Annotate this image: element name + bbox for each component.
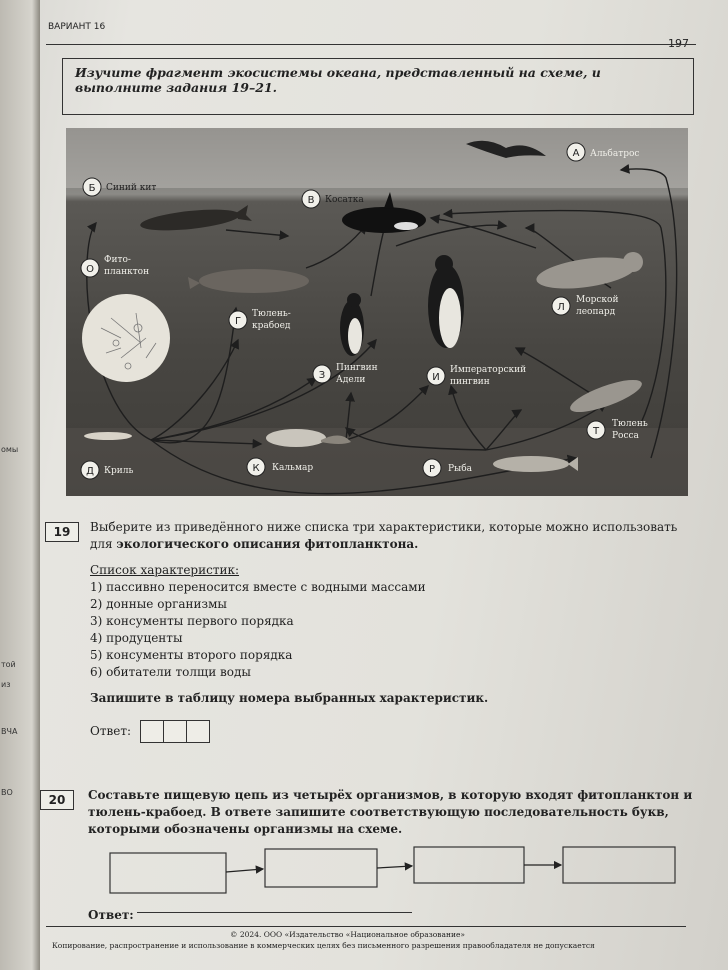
answer-label-20: Ответ: xyxy=(88,908,134,922)
answer-label-19: Ответ: xyxy=(90,724,132,738)
margin-fragment: из xyxy=(1,680,11,689)
list-item: 4) продуценты xyxy=(90,631,183,645)
node-label: Рыба xyxy=(448,464,473,474)
list-item: 1) пассивно переносится вместе с водными массами xyxy=(90,580,426,594)
ocean-ecosystem-diagram xyxy=(66,128,688,496)
variant-label: ВАРИАНТ 16 xyxy=(48,22,106,32)
task-intro-box xyxy=(62,58,694,115)
task-intro-text: Изучите фрагмент экосистемы океана, представленный на схеме, и выполните задания 19–21. xyxy=(75,65,601,95)
node-label: Косатка xyxy=(325,195,364,205)
food-chain-boxes xyxy=(108,845,688,900)
question-19-text xyxy=(90,519,695,553)
node-letter: З xyxy=(318,370,326,381)
chain-box-3[interactable] xyxy=(414,847,524,883)
footer-copyright: © 2024. ООО «Издательство «Национальное образование» xyxy=(230,930,466,939)
node-letter: Д xyxy=(86,466,94,477)
chain-arrow xyxy=(377,866,412,868)
node-label: крабоед xyxy=(252,321,291,331)
node-label: Адели xyxy=(336,375,366,385)
question-20-text: Составьте пищевую цепь из четырёх организмов, в которую входят фитопланктон и тюлень-крабоед. В ответе запишите соответствующую последовательность букв, которыми обозначены организмы на схеме. xyxy=(88,788,693,836)
node-label: Пингвин xyxy=(336,363,378,373)
chain-box-1[interactable] xyxy=(110,853,226,893)
node-letter: О xyxy=(86,264,94,275)
question-19-prompt-bold: экологического описания фитопланктона. xyxy=(116,537,419,551)
answer-cell[interactable] xyxy=(140,720,164,743)
node-letter: Р xyxy=(428,464,436,475)
node-letter: В xyxy=(307,195,315,206)
node-letter: К xyxy=(252,463,260,474)
node-label: планктон xyxy=(104,267,150,277)
answer-cell[interactable] xyxy=(163,720,187,743)
node-label: Кальмар xyxy=(272,463,314,473)
list-title: Список характеристик: xyxy=(90,563,240,577)
node-letter: Б xyxy=(88,183,96,194)
question-number-19: 19 xyxy=(45,522,79,542)
question-19-instruction: Запишите в таблицу номера выбранных характеристик. xyxy=(90,691,489,705)
node-label: Синий кит xyxy=(106,183,157,193)
node-label: леопард xyxy=(576,307,616,317)
margin-fragment: омы xyxy=(1,445,19,454)
header-rule xyxy=(46,44,696,45)
node-label: Морской xyxy=(576,295,619,305)
node-label: Фито- xyxy=(104,255,131,265)
node-letter: И xyxy=(432,372,440,383)
list-item: 2) донные организмы xyxy=(90,597,227,611)
margin-fragment: той xyxy=(1,660,16,669)
answer-cell[interactable] xyxy=(186,720,210,743)
chain-arrow xyxy=(226,869,263,872)
previous-page-edge xyxy=(0,0,40,970)
node-label: Росса xyxy=(612,431,639,441)
node-letter: Л xyxy=(557,302,565,313)
node-letter: Г xyxy=(234,316,242,327)
list-item: 3) консументы первого порядка xyxy=(90,614,294,628)
characteristics-list xyxy=(90,579,426,681)
answer-line-20[interactable] xyxy=(137,912,412,913)
node-letter: А xyxy=(572,148,580,159)
chain-box-2[interactable] xyxy=(265,849,377,887)
node-label: Тюлень xyxy=(612,419,648,429)
margin-fragment: ВЧА xyxy=(1,727,18,736)
footer-notice: Копирование, распространение и использование в коммерческих целях без письменного разрешения правообладателя не допускается xyxy=(52,941,595,950)
node-label: пингвин xyxy=(450,377,490,387)
chain-box-4[interactable] xyxy=(563,847,675,883)
answer-cells-19 xyxy=(140,720,209,743)
node-label: Криль xyxy=(104,466,134,476)
footer-rule xyxy=(46,926,686,927)
node-label: Тюлень- xyxy=(252,309,291,319)
node-label: Императорский xyxy=(450,365,527,375)
question-number-20: 20 xyxy=(40,790,74,810)
question-19-prompt: Выберите из приведённого ниже списка три характеристики, которые можно использовать для xyxy=(90,520,678,551)
node-letter: Т xyxy=(592,426,600,437)
node-label: Альбатрос xyxy=(590,149,640,159)
list-item: 6) обитатели толщи воды xyxy=(90,665,251,679)
margin-fragment: ВО xyxy=(1,788,13,797)
page-number: 197 xyxy=(668,37,689,50)
list-item: 5) консументы второго порядка xyxy=(90,648,293,662)
